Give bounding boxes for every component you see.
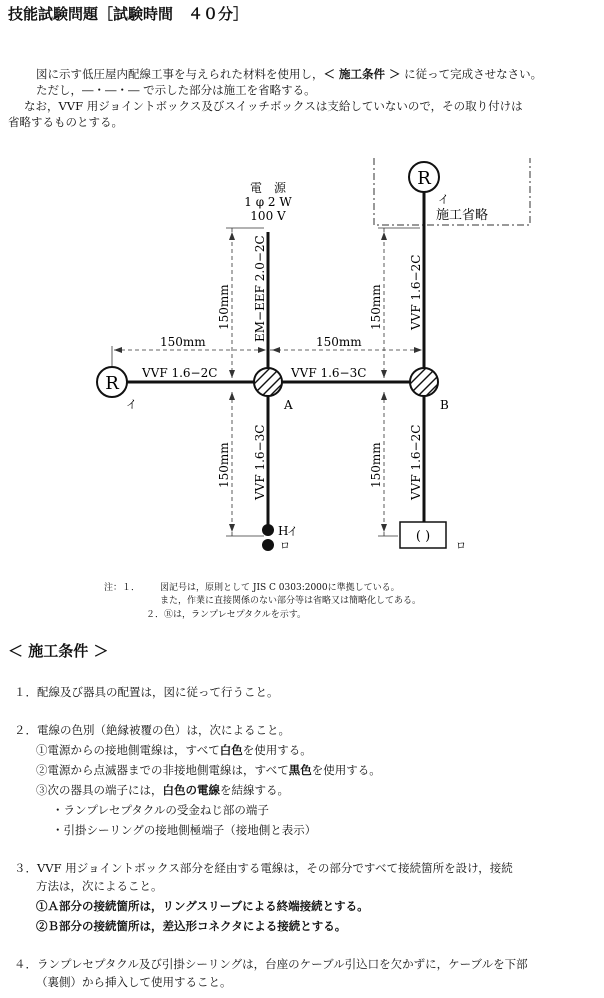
cable-left-label: VVF 1.6−2C: [142, 366, 218, 380]
dim-lower-right-vertical: 150mm: [369, 442, 383, 488]
cable-top-right-label: VVF 1.6−2C: [409, 254, 423, 330]
intro-line-1-post: に従って完成させなさい。: [400, 67, 543, 81]
conditions-heading: ＜ 施工条件 ＞: [8, 642, 109, 660]
receptacle-top-i: イ: [438, 193, 449, 206]
white-wire: 白色の電線: [162, 783, 220, 797]
condition-2-3: ③次の器具の端子には，白色の電線を結線する。: [36, 783, 289, 797]
note-1-line-a: 図記号は，原則として JIS C 0303:2000に準拠している。: [160, 583, 400, 593]
cable-b-down-label: VVF 1.6−2C: [409, 424, 423, 500]
condition-2-1: ①電源からの接地側電線は，すべて白色を使用する。: [36, 743, 312, 757]
dim-left-horizontal: 150mm: [160, 335, 206, 349]
note-2-symbol: Ⓡ: [164, 610, 174, 620]
condition-2-3-a: ・ランプレセプタクルの受金ねじ部の端子: [52, 803, 269, 817]
cable-em-eef-label: EM−EEF 2.0−2C: [253, 235, 267, 342]
joint-box-a: [247, 361, 288, 402]
intro-line-2-pre: ただし，: [36, 83, 82, 97]
note-2-text: は，ランプレセプタクルを示す。: [173, 610, 307, 620]
node-a-label: A: [284, 398, 293, 412]
intro-line-2-post: で示した部分は施工を省略する。: [139, 83, 316, 97]
note-2: [146, 609, 306, 622]
dim-lower-left-vertical: 150mm: [217, 442, 231, 488]
condition-4-line-2: （裏側）から挿入して使用すること。: [36, 975, 232, 989]
switch-ro-label: ロ: [280, 541, 290, 552]
receptacle-left-letter: R: [105, 373, 119, 394]
dim-upper-right-vertical: 150mm: [369, 284, 383, 330]
condition-2: ２．電線の色別（絶縁被覆の色）は，次によること。: [14, 723, 290, 737]
switch-i-label: イ: [287, 525, 298, 538]
ceiling-box-ro-label: ロ: [456, 541, 466, 552]
intro-line-4: 省略するものとする。: [8, 115, 123, 129]
power-label-1: 電 源: [249, 181, 287, 195]
page-title: 技能試験問題［試験時間 ４０分］: [8, 5, 249, 23]
dim-middle-horizontal: 150mm: [316, 335, 362, 349]
intro-conditions-ref: ＜ 施工条件 ＞: [323, 67, 401, 81]
intro-line-3: なお，VVF 用ジョイントボックス及びスイッチボックスは支給していないので，その取り付けは: [24, 99, 523, 113]
condition-1: １．配線及び器具の配置は，図に従って行うこと。: [14, 685, 279, 699]
dim-upper-left-vertical: 150mm: [217, 284, 231, 330]
joint-box-b: [403, 361, 444, 402]
color-white: 白色: [219, 743, 243, 757]
power-label-2: 1 φ 2 W: [244, 195, 292, 209]
receptacle-top-letter: R: [417, 168, 431, 189]
cable-a-down-label: VVF 1.6−3C: [253, 424, 267, 500]
omitted-label: 施工省略: [436, 208, 489, 223]
color-black: 黒色: [288, 763, 312, 777]
switch-h-label: H: [278, 524, 289, 538]
node-b-label: B: [440, 398, 449, 412]
power-label-3: 100 V: [250, 209, 286, 223]
condition-2-2: ②電源から点滅器までの非接地側電線は，すべて黒色を使用する。: [36, 763, 381, 777]
condition-3-line-2: 方法は，次によること。: [36, 879, 163, 893]
intro-chain-mark: ―・―・―: [82, 83, 140, 97]
cable-middle-label: VVF 1.6−3C: [291, 366, 367, 380]
note-1-number: 注：１．: [104, 583, 141, 593]
condition-3-2: ②Ｂ部分の接続箇所は，差込形コネクタによる接続とする。: [36, 919, 347, 933]
condition-2-3-b: ・引掛シーリングの接地側極端子（接地側と表示）: [52, 823, 317, 837]
note-1-line-b: また，作業に直接関係のない部分等は省略又は簡略化してある。: [160, 596, 422, 606]
ceiling-box-symbol: ( ): [415, 529, 431, 544]
condition-3-line-1: ３．VVF 用ジョイントボックス部分を経由する電線は，その部分ですべて接続箇所を設け，接続: [14, 861, 513, 875]
switch-dot-lower: [262, 539, 274, 551]
condition-3-1: ①Ａ部分の接続箇所は，リングスリーブによる終端接続とする。: [36, 899, 369, 913]
condition-4-line-1: ４．ランプレセプタクル及び引掛シーリングは，台座のケーブル引込口を欠かずに，ケーブルを下部: [14, 957, 528, 971]
intro-line-1-pre: 図に示す低圧屋内配線工事を与えられた材料を使用し，: [36, 67, 324, 81]
note-2-number: ２．: [146, 610, 165, 620]
switch-dot-upper: [262, 524, 274, 536]
receptacle-left-i: イ: [126, 398, 137, 411]
